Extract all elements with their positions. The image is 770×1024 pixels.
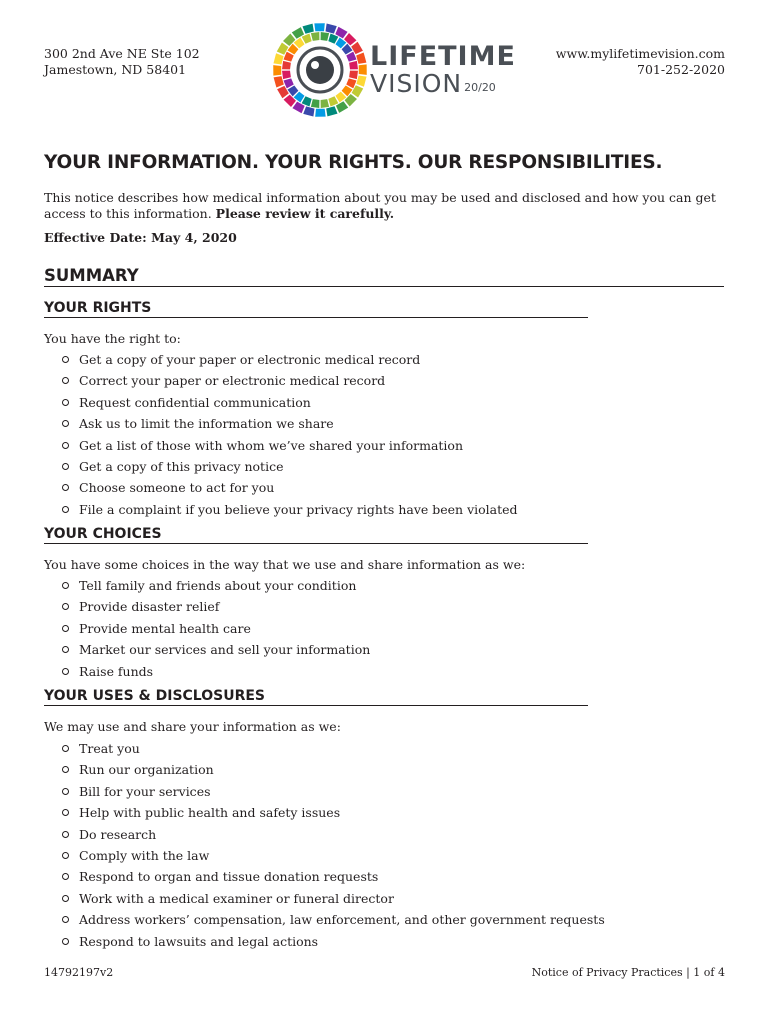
bullet-icon (62, 377, 69, 384)
list-item-text: Address workers’ compensation, law enforcement, and other government requests (79, 912, 605, 928)
mosaic-tile (311, 99, 320, 108)
eye-highlight-icon (311, 61, 319, 69)
mosaic-tile (356, 76, 366, 87)
list-item (62, 762, 605, 783)
uses-lead: We may use and share your information as we: (44, 719, 341, 734)
logo-word-lifetime: LIFETIME (370, 41, 516, 72)
list-item-text: Respond to organ and tissue donation requests (79, 869, 379, 885)
mosaic-tile (344, 33, 356, 45)
bullet-icon (62, 582, 69, 589)
list-item-text: Get a copy of your paper or electronic medical record (79, 352, 421, 367)
mosaic-tile (349, 71, 358, 80)
list-item-text: Bill for your services (79, 783, 211, 799)
address-line-1: 300 2nd Ave NE Ste 102 (44, 46, 200, 61)
lifetime-vision-logo (270, 20, 516, 120)
choices-heading: YOUR CHOICES (44, 525, 588, 544)
list-item (62, 578, 370, 599)
list-item (62, 459, 518, 480)
list-item (62, 395, 518, 416)
list-item-text: Correct your paper or electronic medical record (79, 373, 386, 389)
list-item-text: Choose someone to act for you (79, 480, 275, 496)
list-item (62, 480, 518, 501)
list-item-text: Work with a medical examiner or funeral director (79, 890, 394, 906)
bullet-icon (62, 625, 69, 632)
list-item-text: Request confidential communication (79, 394, 311, 410)
bullet-icon (62, 420, 69, 427)
address-line-2: Jamestown, ND 58401 (44, 62, 187, 77)
list-item (62, 599, 370, 620)
list-item (62, 642, 370, 663)
list-item (62, 621, 370, 642)
eye-mosaic-icon (270, 20, 370, 120)
list-item-text: Raise funds (79, 663, 154, 679)
list-item (62, 438, 518, 459)
list-item-text: File a complaint if you believe your privacy rights have been violated (79, 501, 518, 517)
mosaic-tile (326, 23, 337, 33)
bullet-icon (62, 399, 69, 406)
uses-heading: YOUR USES & DISCLOSURES (44, 687, 588, 706)
mosaic-tile (274, 76, 284, 87)
list-item-text: Treat you (79, 741, 140, 756)
mosaic-tile (345, 94, 357, 106)
mosaic-tile (273, 53, 283, 64)
mosaic-tile (282, 61, 291, 70)
mosaic-tile (349, 61, 358, 70)
bullet-icon (62, 463, 69, 470)
list-item-text: Help with public health and safety issues (79, 805, 341, 821)
rights-lead: You have the right to: (44, 331, 181, 346)
mosaic-tile (315, 109, 325, 117)
bullet-icon (62, 484, 69, 491)
uses-list (62, 741, 605, 955)
bullet-icon (62, 745, 69, 752)
list-item (62, 784, 605, 805)
mosaic-tile (311, 32, 320, 41)
effective-date: Effective Date: May 4, 2020 (44, 230, 237, 245)
list-item (62, 805, 605, 826)
list-item-text: Provide disaster relief (79, 599, 220, 615)
bullet-icon (62, 938, 69, 945)
list-item-text: Do research (79, 826, 157, 842)
mosaic-tile (359, 64, 367, 74)
list-item-text: Ask us to limit the information we share (79, 416, 334, 432)
logo-superscript: 20/20 (464, 81, 496, 94)
mosaic-tile (321, 99, 330, 108)
eye-pupil-icon (306, 56, 334, 84)
mosaic-tile (314, 23, 324, 31)
bullet-icon (62, 603, 69, 610)
list-item (62, 373, 518, 394)
bullet-icon (62, 895, 69, 902)
list-item (62, 891, 605, 912)
intro-paragraph (44, 190, 734, 222)
mosaic-tile (284, 95, 296, 107)
list-item-text: Comply with the law (79, 847, 210, 863)
bullet-icon (62, 506, 69, 513)
bullet-icon (62, 873, 69, 880)
page-title: YOUR INFORMATION. YOUR RIGHTS. OUR RESPONSIBILITIES. (44, 152, 663, 173)
rights-heading: YOUR RIGHTS (44, 299, 588, 318)
mosaic-tile (282, 71, 291, 80)
list-item (62, 869, 605, 890)
mosaic-tile (326, 106, 337, 116)
list-item-text: Respond to lawsuits and legal actions (79, 933, 319, 949)
intro-text: This notice describes how medical information about you may be used and disclosed and how you can get access to this information. (44, 190, 716, 221)
list-item-text: Tell family and friends about your condition (79, 578, 357, 593)
website-link[interactable]: www.mylifetimevision.com (555, 46, 725, 61)
bullet-icon (62, 788, 69, 795)
list-item (62, 416, 518, 437)
contact-block (556, 46, 725, 78)
list-item (62, 848, 605, 869)
bullet-icon (62, 356, 69, 363)
list-item-text: Get a list of those with whom we’ve shared your information (79, 437, 464, 453)
mosaic-tile (303, 106, 314, 116)
list-item (62, 912, 605, 933)
intro-emphasis: Please review it carefully. (215, 206, 395, 221)
mosaic-tile (321, 32, 330, 41)
rights-list (62, 352, 518, 523)
list-item-text: Market our services and sell your information (79, 642, 371, 658)
list-item (62, 352, 518, 373)
list-item-text: Provide mental health care (79, 620, 251, 636)
bullet-icon (62, 852, 69, 859)
bullet-icon (62, 831, 69, 838)
bullet-icon (62, 668, 69, 675)
bullet-icon (62, 809, 69, 816)
bullet-icon (62, 766, 69, 773)
mosaic-tile (302, 24, 313, 34)
list-item (62, 934, 605, 955)
address-block (44, 46, 200, 78)
logo-word-vision-text: VISION (370, 69, 463, 98)
mosaic-tile (283, 34, 295, 46)
list-item (62, 664, 370, 685)
bullet-icon (62, 442, 69, 449)
summary-heading: SUMMARY (44, 266, 724, 287)
choices-list (62, 578, 370, 685)
list-item-text: Get a copy of this privacy notice (79, 458, 284, 474)
phone-number: 701-252-2020 (637, 62, 725, 77)
list-item-text: Run our organization (79, 762, 214, 778)
list-item (62, 741, 605, 762)
bullet-icon (62, 646, 69, 653)
page-indicator: Notice of Privacy Practices | 1 of 4 (531, 966, 725, 979)
mosaic-tile (273, 65, 281, 75)
logo-word-vision (370, 70, 496, 98)
mosaic-tile (356, 52, 366, 63)
list-item (62, 502, 518, 523)
choices-lead: You have some choices in the way that we use and share information as we: (44, 557, 526, 572)
bullet-icon (62, 916, 69, 923)
document-id: 14792197v2 (44, 966, 114, 979)
list-item (62, 827, 605, 848)
